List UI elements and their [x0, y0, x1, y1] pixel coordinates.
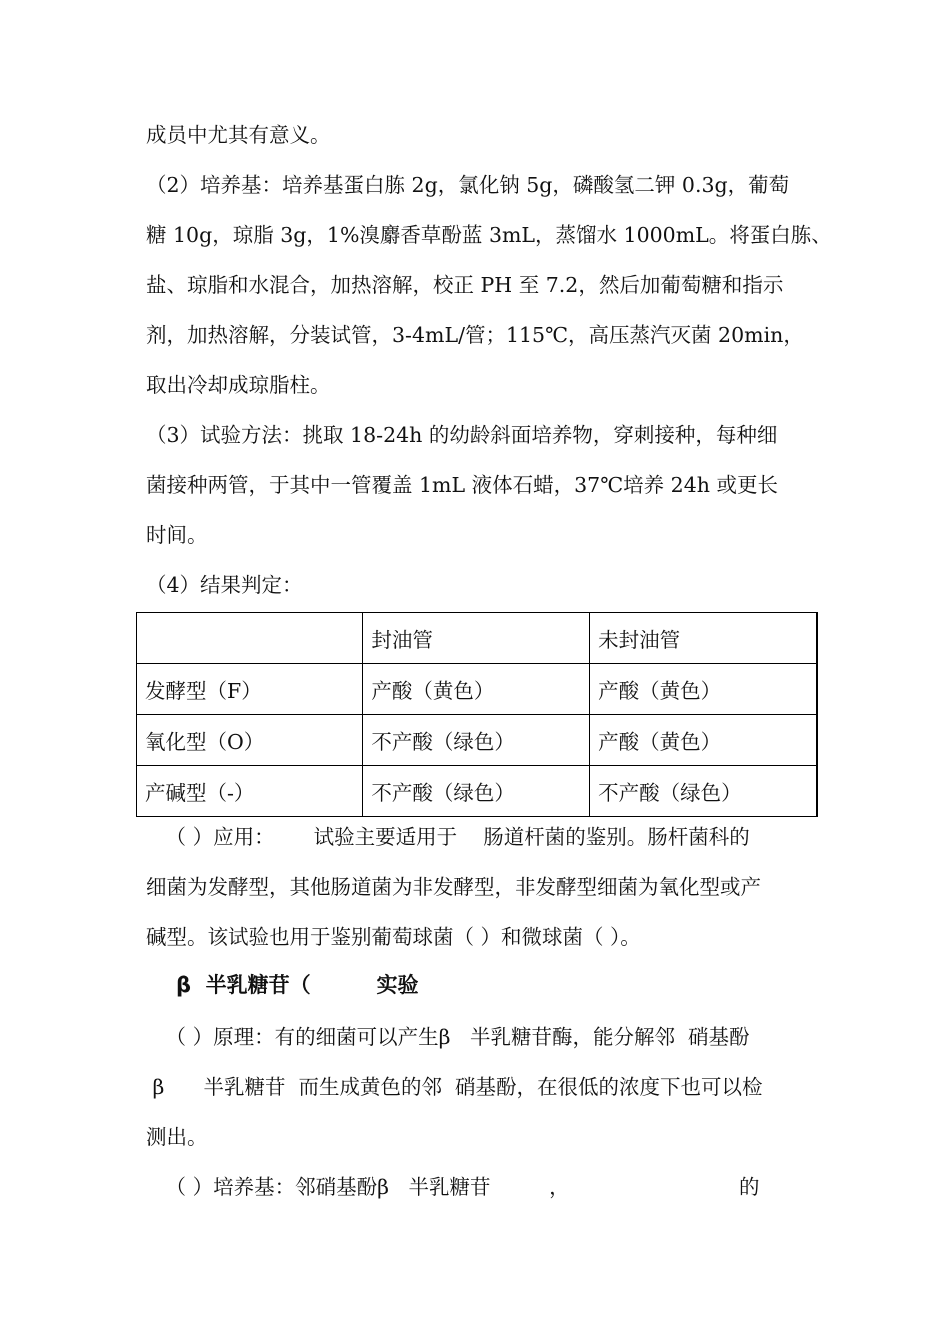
text-line: 盐、琼脂和水混合，加热溶解，校正 PH 至 7.2，然后加葡萄糖和指示 — [146, 273, 784, 297]
table-header-row — [137, 613, 818, 664]
text-line: （ ）培养基：邻硝基酚β 半乳糖苷 ， 的 — [146, 1175, 760, 1199]
table-cell: 产酸（黄色） — [590, 715, 817, 766]
text-line: 菌接种两管，于其中一管覆盖 1mL 液体石蜡，37℃培养 24h 或更长 — [146, 473, 778, 497]
text-line: 取出冷却成琼脂柱。 — [146, 373, 331, 397]
table-cell: 不产酸（绿色） — [590, 766, 817, 817]
table-cell: 氧化型（O） — [137, 715, 363, 766]
text-line: （2）培养基：培养基蛋白胨 2g，氯化钠 5g，磷酸氢二钾 0.3g，葡萄 — [146, 173, 790, 197]
paragraph-culture-medium — [146, 160, 832, 410]
table-cell: 产酸（黄色） — [363, 664, 590, 715]
section-heading-beta-galactosidase: β 半乳糖苷（ 实验 — [176, 973, 419, 997]
table-header-cell: 封油管 — [363, 613, 590, 664]
text-line: 糖 10g，琼脂 3g，1%溴麝香草酚蓝 3mL，蒸馏水 1000mL。将蛋白胨、 — [146, 223, 832, 247]
paragraph-application — [146, 812, 808, 962]
text-line: （4）结果判定： — [146, 573, 303, 597]
table-header-cell — [137, 613, 363, 664]
table-cell: 发酵型（F） — [137, 664, 363, 715]
table-cell: 不产酸（绿色） — [363, 715, 590, 766]
table-header-cell: 未封油管 — [590, 613, 817, 664]
paragraph-test-method — [146, 410, 808, 560]
text-line: （ ）应用： 试验主要适用于 肠道杆菌的鉴别。肠杆菌科的 — [146, 825, 750, 849]
table-cell: 产碱型（-） — [137, 766, 363, 817]
text-line: 剂，加热溶解，分装试管，3-4mL/管；115℃，高压蒸汽灭菌 20min， — [146, 323, 804, 347]
paragraph-medium — [146, 1162, 808, 1212]
text-line: β 半乳糖苷 而生成黄色的邻 硝基酚，在很低的浓度下也可以检 — [146, 1075, 763, 1099]
table-cell: 产酸（黄色） — [590, 664, 817, 715]
table-row — [137, 715, 818, 766]
table-row — [137, 664, 818, 715]
paragraph-intro-end — [146, 110, 808, 160]
text-line: 细菌为发酵型，其他肠道菌为非发酵型，非发酵型细菌为氧化型或产 — [146, 875, 761, 899]
table-row — [137, 766, 818, 817]
paragraph-principle — [146, 1012, 808, 1162]
text-line: 测出。 — [146, 1125, 208, 1149]
result-table — [136, 612, 818, 817]
paragraph-result-judgment — [146, 560, 808, 610]
text-line: 成员中尤其有意义。 — [146, 123, 331, 147]
text-line: （3）试验方法：挑取 18-24h 的幼龄斜面培养物，穿刺接种，每种细 — [146, 423, 778, 447]
text-line: 时间。 — [146, 523, 208, 547]
table-cell: 不产酸（绿色） — [363, 766, 590, 817]
text-line: 碱型。该试验也用于鉴别葡萄球菌（ ）和微球菌（ ）。 — [146, 925, 641, 949]
text-line: （ ）原理：有的细菌可以产生β 半乳糖苷酶，能分解邻 硝基酚 — [146, 1025, 750, 1049]
